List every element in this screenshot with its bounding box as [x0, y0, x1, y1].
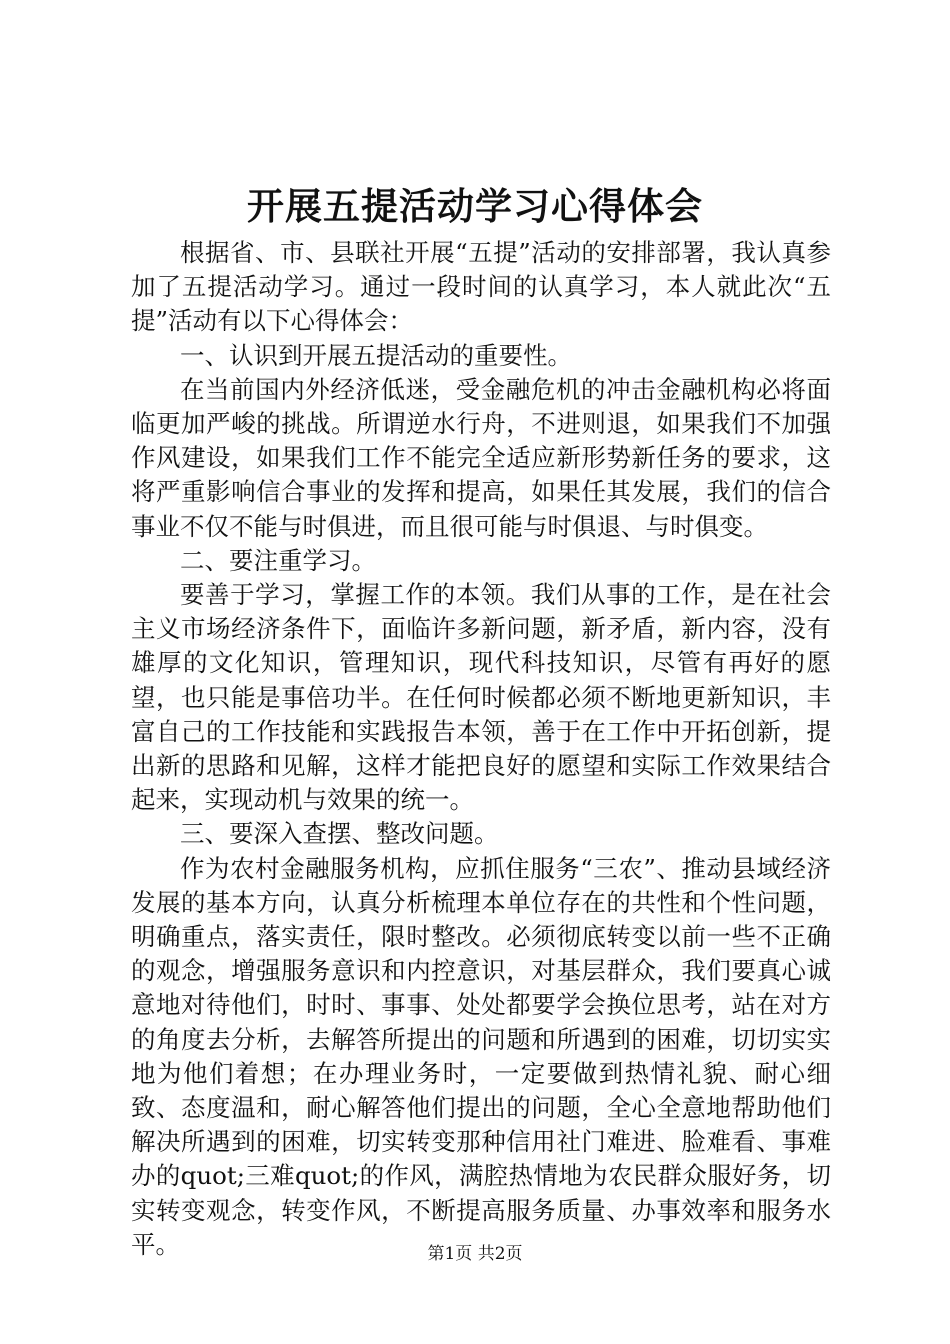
- section-heading-1: 一、认识到开展五提活动的重要性。: [180, 340, 572, 370]
- paragraph-section-3: 作为农村金融服务机构，应抓住服务“三农”、推动县域经济发展的基本方向，认真分析梳理本单位存在的共性和个性问题，明确重点，落实责任，限时整改。必须彻底转变以前一些不正确的观念，增强服务意识和内控意识，对基层群众，我们要真心诚意地对待他们，时时、事事、处处都要学会换位思考，站在对方的角度去分析，去解答所提出的问题和所遇到的困难，切切实实地为他们着想；在办理业务时，一定要做到热情礼貌、耐心细致、态度温和，耐心解答他们提出的问题，全心全意地帮助他们解决所遇到的困难，切实转变那种信用社门难进、脸难看、事难办的quot;三难quot;的作风，满腔热情地为农民群众服好务，切实转变观念，转变作风，不断提高服务质量、办事效率和服务水平。: [131, 853, 831, 1259]
- document-body: [131, 236, 831, 1262]
- paragraph-intro: 根据省、市、县联社开展“五提”活动的安排部署，我认真参加了五提活动学习。通过一段时间的认真学习，本人就此次“五提”活动有以下心得体会：: [131, 238, 831, 336]
- section-heading-3: 三、要深入查摆、整改问题。: [180, 819, 499, 849]
- page-number-footer: 第1页 共2页: [427, 1244, 523, 1264]
- document-title: 开展五提活动学习心得体会: [247, 184, 703, 228]
- section-heading-2: 二、要注重学习。: [180, 545, 376, 575]
- paragraph-section-1: 在当前国内外经济低迷，受金融危机的冲击金融机构必将面临更加严峻的挑战。所谓逆水行舟，不进则退，如果我们不加强作风建设，如果我们工作不能完全适应新形势新任务的要求，这将严重影响信合事业的发挥和提高，如果任其发展，我们的信合事业不仅不能与时俱进，而且很可能与时俱退、与时俱变。: [131, 374, 831, 541]
- paragraph-section-2: 要善于学习，掌握工作的本领。我们从事的工作，是在社会主义市场经济条件下，面临许多新问题，新矛盾，新内容，没有雄厚的文化知识，管理知识，现代科技知识，尽管有再好的愿望，也只能是事倍功半。在任何时候都必须不断地更新知识，丰富自己的工作技能和实践报告本领，善于在工作中开拓创新，提出新的思路和见解，这样才能把良好的愿望和实际工作效果结合起来，实现动机与效果的统一。: [131, 580, 831, 815]
